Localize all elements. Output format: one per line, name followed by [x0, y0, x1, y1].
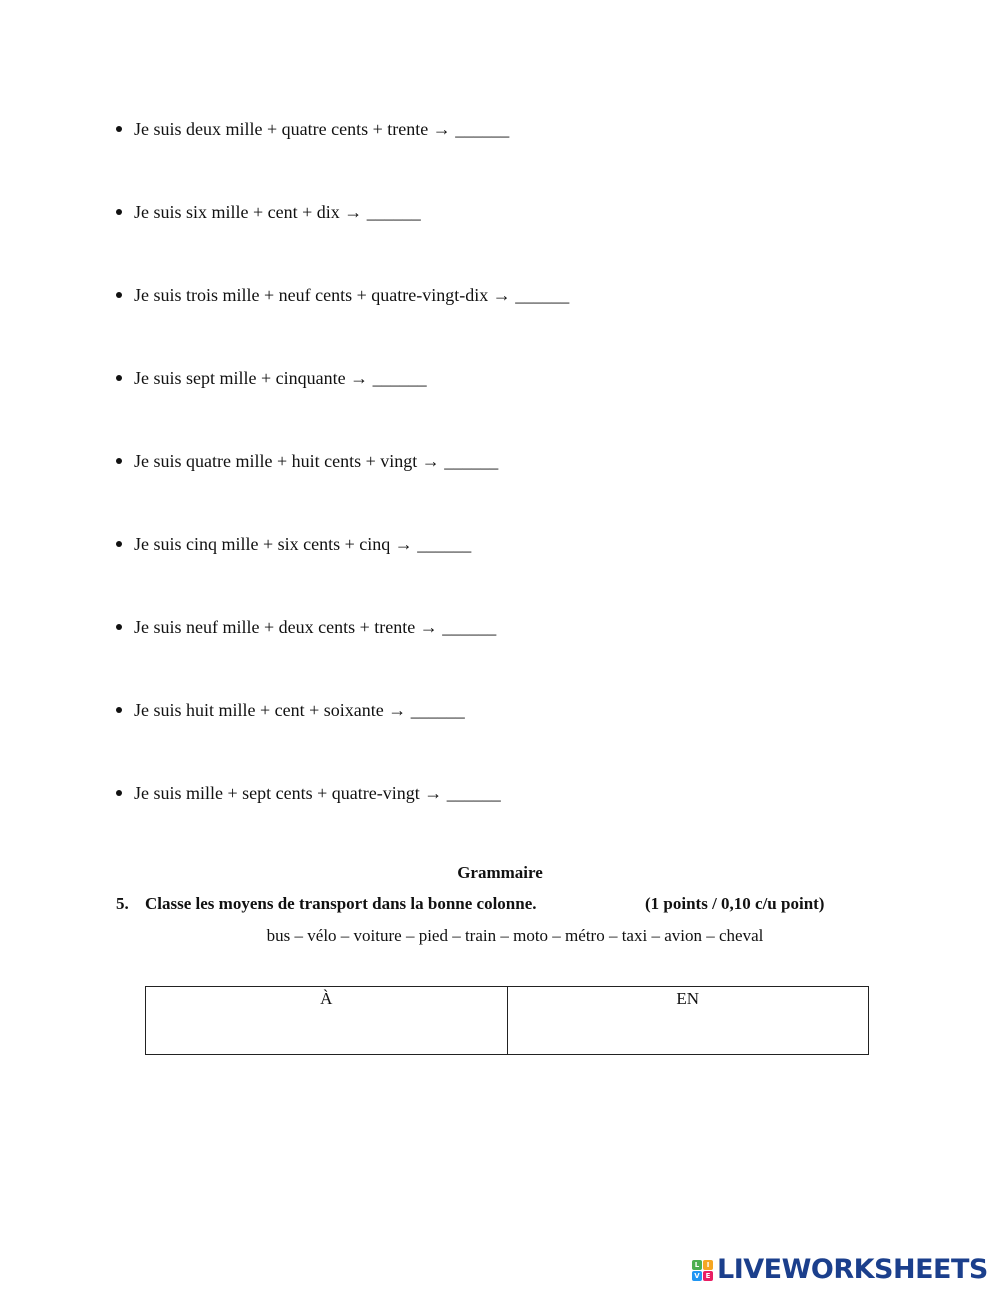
answer-blank[interactable]: ______ — [442, 617, 497, 637]
bullet-icon — [116, 458, 122, 464]
word-bank: bus – vélo – voiture – pied – train – moto – métro – taxi – avion – cheval — [266, 926, 764, 945]
item-text: Je suis trois mille + neuf cents + quatre-vingt-dix → — [134, 285, 516, 305]
question-text: Classe les moyens de transport dans la bonne colonne. — [145, 894, 537, 913]
logo-text: LIVEWORKSHEETS — [717, 1254, 988, 1285]
question-number: 5. — [116, 894, 129, 913]
item-text: Je suis quatre mille + huit cents + vingt → — [134, 451, 445, 471]
list-item — [116, 616, 496, 638]
table-row — [146, 987, 869, 1055]
logo-blocks-icon — [692, 1260, 713, 1281]
column-header-a: À — [320, 989, 333, 1008]
logo-block: L — [692, 1260, 702, 1270]
bullet-icon — [116, 624, 122, 630]
bullet-icon — [116, 790, 122, 796]
logo-block: E — [703, 1271, 713, 1281]
bullet-icon — [116, 292, 122, 298]
item-text: Je suis sept mille + cinquante → — [134, 368, 373, 388]
list-item — [116, 533, 471, 555]
column-en[interactable] — [507, 987, 869, 1055]
item-text: Je suis deux mille + quatre cents + trente → — [134, 119, 456, 139]
item-text: Je suis huit mille + cent + soixante → — [134, 700, 411, 720]
bullet-icon — [116, 126, 122, 132]
list-item — [116, 367, 427, 389]
question-points: (1 points / 0,10 c/u point) — [645, 894, 825, 913]
column-header-en: EN — [676, 989, 700, 1008]
question-heading — [116, 893, 537, 915]
item-text: Je suis cinq mille + six cents + cinq → — [134, 534, 418, 554]
answer-blank[interactable]: ______ — [417, 534, 472, 554]
bullet-icon — [116, 375, 122, 381]
item-text: Je suis neuf mille + deux cents + trente → — [134, 617, 443, 637]
list-item — [116, 699, 465, 721]
answer-blank[interactable]: ______ — [444, 451, 499, 471]
column-a[interactable] — [146, 987, 508, 1055]
logo-block: V — [692, 1271, 702, 1281]
liveworksheets-logo — [692, 1255, 988, 1285]
bullet-icon — [116, 209, 122, 215]
answer-blank[interactable]: ______ — [410, 700, 465, 720]
answer-blank[interactable]: ______ — [515, 285, 570, 305]
item-text: Je suis mille + sept cents + quatre-vingt → — [134, 783, 447, 803]
answer-blank[interactable]: ______ — [446, 783, 501, 803]
answer-table — [145, 986, 869, 1055]
logo-block: I — [703, 1260, 713, 1270]
bullet-icon — [116, 707, 122, 713]
bullet-icon — [116, 541, 122, 547]
answer-blank[interactable]: ______ — [366, 202, 421, 222]
list-item — [116, 450, 498, 472]
item-text: Je suis six mille + cent + dix → — [134, 202, 367, 222]
list-item — [116, 782, 501, 804]
answer-blank[interactable]: ______ — [455, 119, 510, 139]
list-item — [116, 118, 509, 140]
list-item — [116, 284, 569, 306]
answer-blank[interactable]: ______ — [372, 368, 427, 388]
section-title: Grammaire — [457, 863, 543, 882]
list-item — [116, 201, 421, 223]
